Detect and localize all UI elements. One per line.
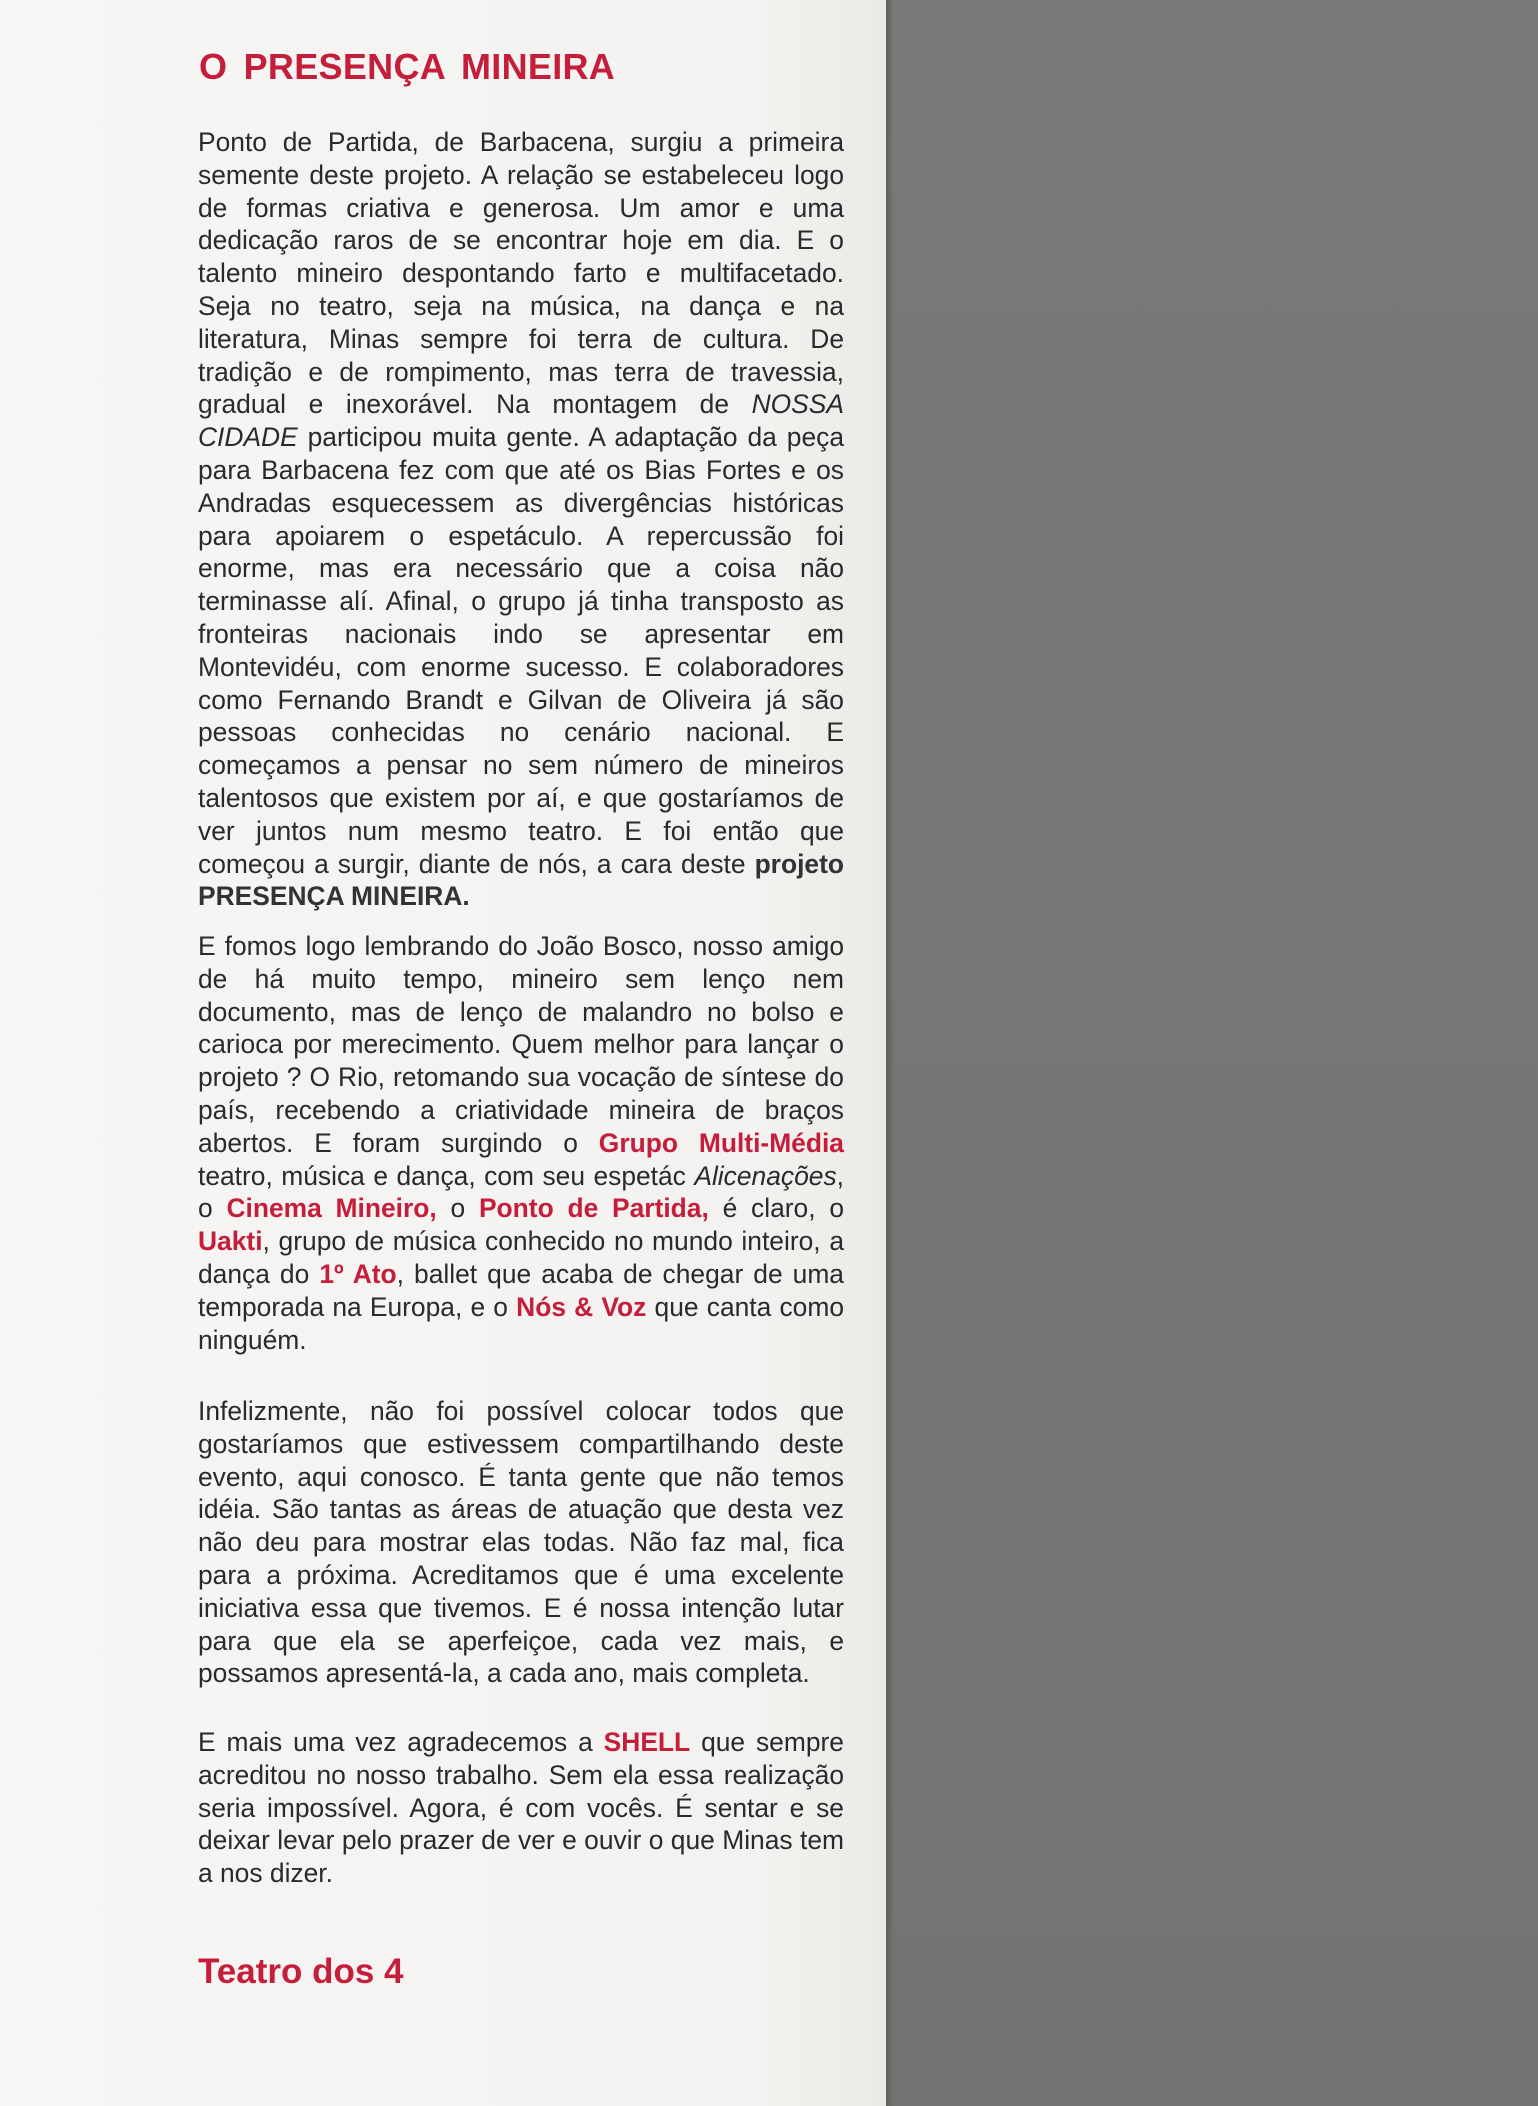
paragraph-2-text-i: é claro, o bbox=[708, 1193, 845, 1224]
signature: Teatro dos 4 bbox=[198, 1952, 404, 1991]
paragraph-2-text-c: teatro, música e dança, com seu espetác bbox=[198, 1160, 686, 1191]
sponsor-shell: SHELL bbox=[603, 1727, 691, 1757]
paragraph-1-text-a: Ponto de Partida, de Barbacena, surgiu a primeira semente deste projeto. A relação se estabeleceu logo de formas criativa e generosa. Um amor e uma dedicação raros de se encontrar hoje em dia. E o talento mineiro despontando farto e multifacetado. Seja no teatro, seja na música, na dança e na literatura, Minas sempre foi terra de cultura. De tradição e de rompimento, mas terra de travessia, gradual e inexorável. Na montagem de bbox=[198, 127, 844, 420]
paragraph-1 bbox=[198, 126, 844, 913]
paragraph-2-text-k: , grupo de música conhecido no mundo inteiro, a dança do bbox=[198, 1226, 844, 1289]
paragraph-2-text-a: E fomos logo lembrando do João Bosco, nosso amigo de há muito tempo, mineiro sem lenço nem documento, mas de lenço de malandro no bolso e carioca por merecimento. Quem melhor para lançar o projeto ? O Rio, retomando sua vocação de síntese do país, recebendo a criatividade mineira de bra bbox=[198, 931, 844, 1125]
paragraph-1-text-c: participou muita gente. A adaptação da peça para Barbacena fez com que até os Bias Fortes e os Andradas esquecessem as divergências históricas para apoiarem o espetáculo. A repercussão foi enorme, mas era necessário que a coisa não terminasse alí. Afinal, o grupo já tinha transposto as fronteiras nacionais indo se apresentar em Montevidéu, com enorme sucesso. E colaboradores como Fernando Brandt e Gilvan de Oliveira já são pessoas conhecidas no cenário nacional. E começamos a pensar no sem número de mineiros talentosos que existem por aí, e que gostaríamos de ver juntos num mesmo teatro. E foi então que começou a surgir, diante de nós, a cara deste bbox=[198, 422, 844, 879]
paragraph-4-text-a: E mais uma vez agradecemos a bbox=[198, 1727, 604, 1757]
paragraph-3: Infelizmente, não foi possível colocar todos que gostaríamos que estivessem compartilhando deste evento, aqui conosco. É tanta gente que não temos idéia. São tantas as áreas de atuação que desta vez não deu para mostrar elas todas. Não faz mal, fica para a próxima. Acreditamos que é uma excelente iniciativa essa que tivemos. E é nossa intenção lutar para que ela se aperfeiçoe, cada vez mais, e possamos apresentá-la, a cada ano, mais completa. bbox=[198, 1396, 844, 1689]
paragraph-2-text-o: que canta como ninguém. bbox=[198, 1291, 845, 1355]
paragraph-2-text-g: o bbox=[436, 1193, 479, 1224]
show-title-alicenacoes: Alicenações bbox=[694, 1160, 837, 1191]
paragraph-4 bbox=[198, 1726, 844, 1890]
project-name-bold: projeto PRESENÇA MINEIRA. bbox=[198, 848, 844, 912]
group-cinema-mineiro: Cinema Mineiro, bbox=[226, 1193, 437, 1224]
page-title: O PRESENÇA MINEIRA bbox=[199, 46, 616, 87]
group-1-ato: 1º Ato bbox=[319, 1258, 397, 1289]
group-nos-e-voz: Nós & Voz bbox=[516, 1291, 647, 1322]
group-ponto-de-partida: Ponto de Partida, bbox=[478, 1193, 709, 1224]
group-uakti: Uakti bbox=[198, 1226, 263, 1257]
paragraph-2 bbox=[198, 930, 844, 1356]
gray-side-panel bbox=[886, 0, 1538, 2106]
paragraph-4-text-c: que sempre acreditou no nosso trabalho. Sem ela essa realização seria impossível. Agora, é com vocês. É sentar e se deixar levar pelo prazer de ver e ouvir o que Minas tem a nos dizer. bbox=[198, 1727, 844, 1889]
play-title-nossa-cidade: NOSSA CIDADE bbox=[198, 389, 844, 453]
paragraph-2-text-a2: ços abertos. E foram surgindo o bbox=[198, 1094, 844, 1158]
paragraph-2-text-m: , ballet que acaba de chegar de uma temporada na Europa, e o bbox=[198, 1258, 844, 1322]
group-multi-media: Grupo Multi-Média bbox=[598, 1127, 844, 1158]
paragraph-2-text-e: , o bbox=[198, 1160, 844, 1224]
